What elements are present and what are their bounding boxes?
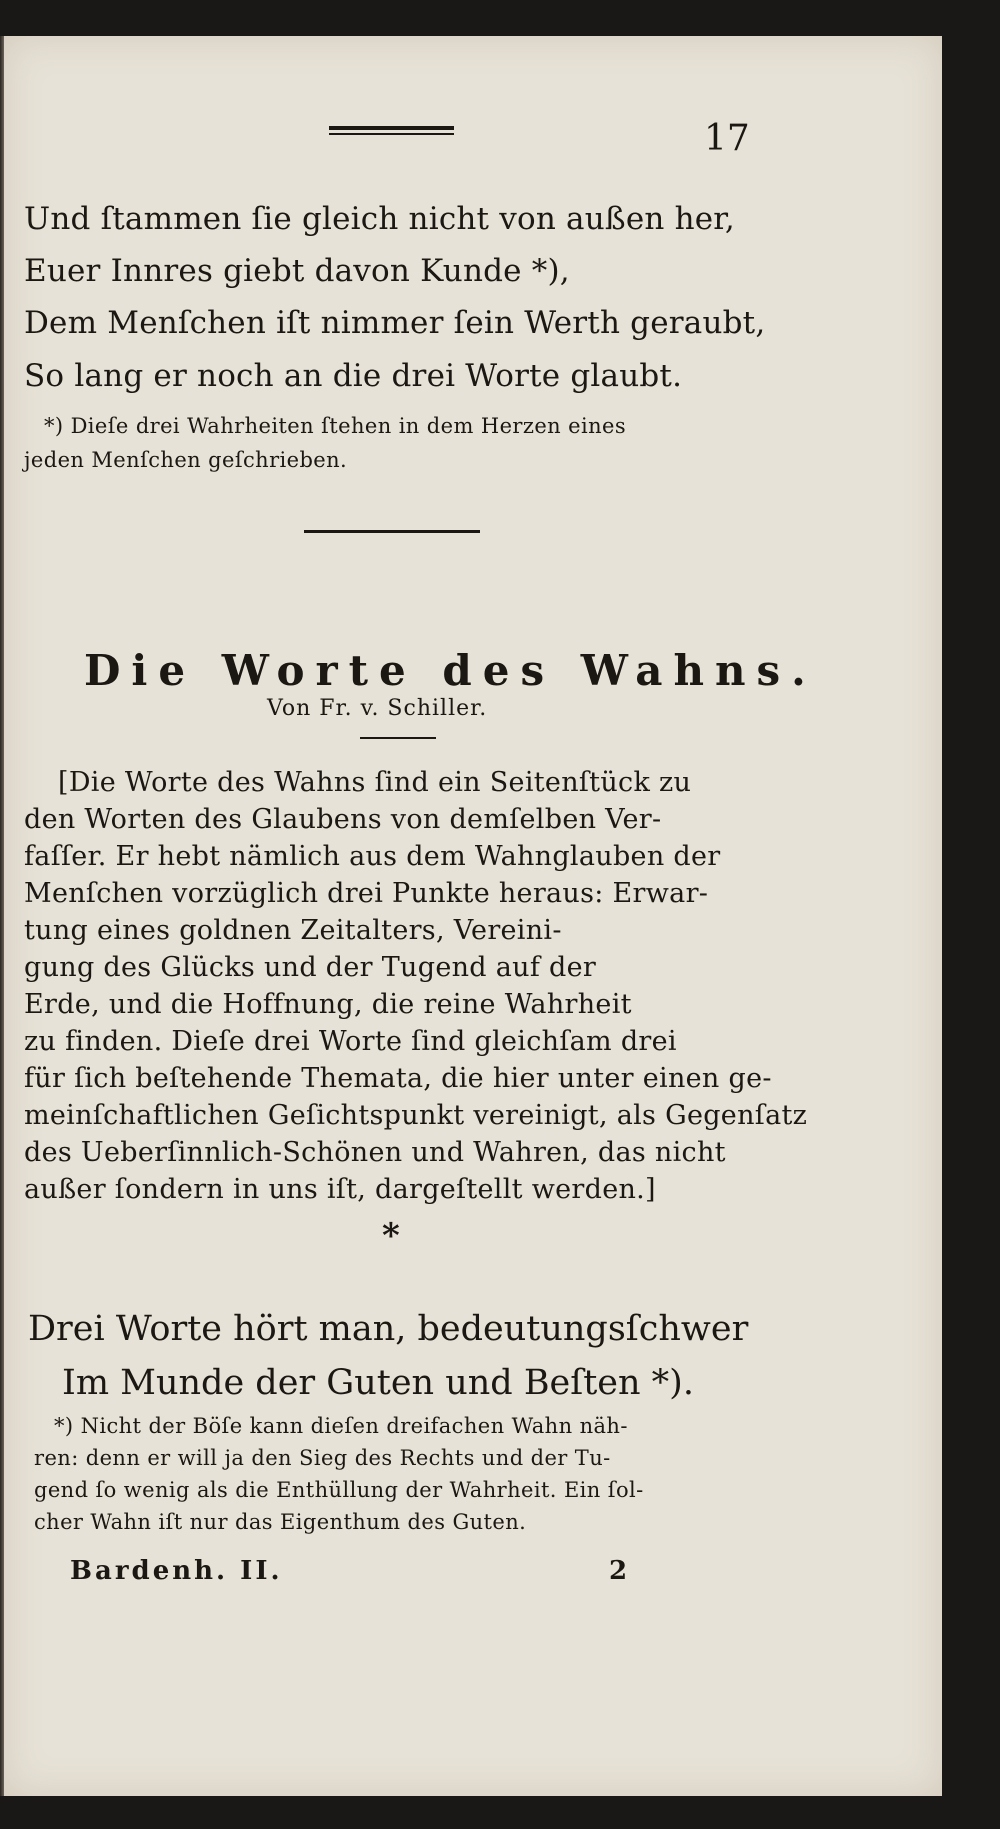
separator-star: * (382, 1216, 400, 1256)
footnote-line: cher Wahn iſt nur das Eigenthum des Guten. (34, 1510, 527, 1534)
poem-byline: Von Fr. v. Schiller. (267, 696, 488, 721)
intro-line: [Die Worte des Wahns ſind ein Seitenſtück zu (58, 767, 692, 798)
verse-line: Im Munde der Guten und Beſten *). (62, 1363, 694, 1403)
byline-rule (360, 737, 436, 739)
verse-line: Dem Menſchen iſt nimmer ſein Werth geraubt, (24, 305, 766, 341)
verse-line: So lang er noch an die drei Worte glaubt. (24, 358, 683, 394)
intro-line: des Ueberſinnlich-Schönen und Wahren, das nicht (24, 1137, 726, 1168)
intro-line: Menſchen vorzüglich drei Punkte heraus: Erwar- (24, 878, 709, 909)
sheet-mark: 2 (609, 1556, 631, 1586)
footnote-line: *) Nicht der Böſe kann dieſen dreifachen Wahn näh- (54, 1414, 628, 1438)
intro-line: tung eines goldnen Zeitalters, Vereini- (24, 915, 562, 946)
verse-line: Und ſtammen ſie gleich nicht von außen her, (24, 201, 735, 237)
intro-line: gung des Glücks und der Tugend auf der (24, 952, 597, 983)
poem-title: Die Worte des Wahns. (84, 646, 817, 695)
intro-line: meinſchaftlichen Geſichtspunkt vereinigt, als Gegenſatz (24, 1100, 808, 1131)
header-rule-thick (329, 126, 454, 130)
page-number: 17 (704, 118, 750, 159)
intro-line: den Worten des Glaubens von demſelben Ver- (24, 804, 662, 835)
footnote-line: ren: denn er will ja den Sieg des Rechts und der Tu- (34, 1446, 611, 1470)
intro-line: außer ſondern in uns iſt, dargeſtellt werden.] (24, 1174, 656, 1205)
book-page (4, 36, 942, 1796)
verse-line: Euer Innres giebt davon Kunde *), (24, 253, 570, 289)
intro-line: Erde, und die Hoffnung, die reine Wahrheit (24, 989, 632, 1020)
intro-line: zu finden. Dieſe drei Worte ſind gleichſam drei (24, 1026, 677, 1057)
intro-line: faſſer. Er hebt nämlich aus dem Wahnglauben der (24, 841, 721, 872)
footnote-line: gend ſo wenig als die Enthüllung der Wahrheit. Ein ſol- (34, 1478, 644, 1502)
signature-mark: Bardenh. II. (70, 1556, 283, 1586)
section-divider (304, 530, 480, 533)
footnote-line: *) Dieſe drei Wahrheiten ſtehen in dem Herzen eines (44, 414, 627, 438)
header-rule-thin (329, 133, 454, 135)
intro-line: für ſich beſtehende Themata, die hier unter einen ge- (24, 1063, 772, 1094)
verse-line: Drei Worte hört man, bedeutungsſchwer (28, 1309, 749, 1349)
footnote-line: jeden Menſchen geſchrieben. (24, 448, 348, 472)
